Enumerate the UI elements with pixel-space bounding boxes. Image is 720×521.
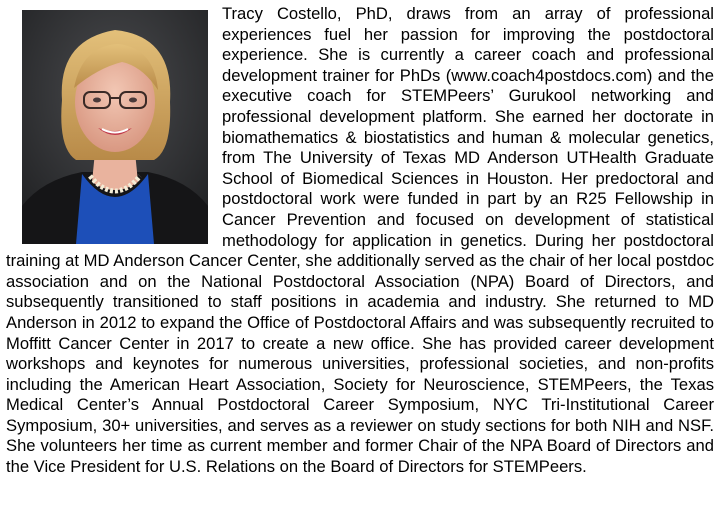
portrait-illustration	[22, 10, 208, 244]
bio-paragraph	[6, 4, 714, 478]
portrait-photo	[22, 10, 208, 244]
bio-text: Tracy Costello, PhD, draws from an array of professional experiences fuel her passion for improving the postdoctoral experience. She is currently a career coach and professional development trainer for PhDs (www.coach4postdocs.com) and the executive coach for STEMPeers’ Gurukool networking and professional development platform. She earned her doctorate in biomathematics & biostatistics and human & molecular genetics, from The University of Texas MD Anderson UTHealth Graduate School of Biomedical Sciences in Houston. Her predoctoral and postdoctoral work were funded in part by an R25 Fellowship in Cancer Prevention and focused on development of statistical methodology for application in genetics. During her postdoctoral training at MD Anderson Cancer Center, she additionally served as the chair of her local postdoc association and on the National Postdoctoral Association (NPA) Board of Directors, and subsequently transitioned to staff positions in academia and industry. She returned to MD Anderson in 2012 to expand the Office of Postdoctoral Affairs and was subsequently recruited to Moffitt Cancer Center in 2017 to create a new office. She has provided career development workshops and keynotes for numerous universities, professional societies, and non-profits including the American Heart Association, Society for Neuroscience, STEMPeers, the Texas Medical Center’s Annual Postdoctoral Career Symposium, NYC Tri-Institutional Career Symposium, 30+ universities, and serves as a reviewer on study sections for both NIH and NSF. She volunteers her time as current member and former Chair of the NPA Board of Directors and the Vice President for U.S. Relations on the Board of Directors for STEMPeers.	[6, 4, 714, 477]
